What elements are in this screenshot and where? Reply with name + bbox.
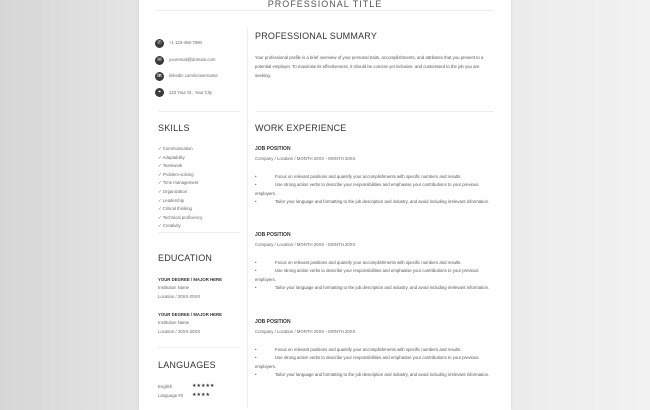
bullet-icon: • [255, 268, 257, 273]
divider [255, 111, 494, 112]
education-heading: EDUCATION [158, 253, 213, 263]
bullet-text: Tailor your language and formatting to the job description and industry, and avoid including irrelevant information. [275, 372, 490, 377]
job-bullet [255, 267, 495, 284]
skills-heading: SKILLS [158, 123, 190, 133]
bullet-icon: • [255, 347, 257, 352]
linkedin-icon: in [155, 72, 164, 81]
phone-icon: ✆ [155, 39, 164, 48]
job-meta: Company / Location / MONTH 20XX - MONTH 20XX [255, 242, 356, 247]
bullet-icon: • [255, 372, 257, 377]
summary-heading: PROFESSIONAL SUMMARY [255, 31, 378, 41]
institution: Institution Name [158, 285, 190, 290]
contact-address: 123 Your St., Your City [169, 90, 212, 95]
contact-email: youremail@domain.com [169, 57, 216, 62]
skill-item: ✓ Technical proficiency [158, 214, 203, 220]
edu-location: Location / 20XX-20XX [158, 329, 201, 334]
column-divider [247, 28, 248, 408]
contact-phone: +1 123-456-7890 [169, 40, 202, 45]
bullet-text: Focus on relevant positions and quantify your accomplishments with specific numbers and results. [275, 260, 462, 265]
divider [158, 111, 240, 112]
job-title: JOB POSITION [255, 319, 291, 325]
skill-item: ✓ Critical thinking [158, 206, 192, 212]
job-title: JOB POSITION [255, 232, 291, 238]
job-bullet [255, 284, 495, 293]
edu-location: Location / 20XX-20XX [158, 294, 201, 299]
skill-item: ✓ Organization [158, 189, 188, 194]
divider [156, 10, 494, 11]
divider [158, 347, 240, 348]
skill-item: ✓ Time management [158, 180, 199, 186]
languages-heading: LANGUAGES [158, 360, 216, 370]
bullet-icon: • [255, 285, 257, 290]
job-bullet [255, 371, 495, 380]
job-meta: Company / Location / MONTH 20XX - MONTH 20XX [255, 156, 356, 161]
skill-item: ✓ Creativity [158, 223, 181, 229]
job-title: JOB POSITION [255, 146, 291, 152]
bullet-text: Tailor your language and formatting to the job description and industry, and avoid including irrelevant information. [275, 199, 490, 204]
job-bullet [255, 181, 495, 198]
location-icon: ⌖ [155, 88, 164, 97]
bullet-text: Focus on relevant positions and quantify your accomplishments with specific numbers and results. [275, 174, 462, 179]
skill-item: ✓ Teamwork [158, 163, 183, 169]
language-name: Language #2 [158, 393, 184, 398]
bullet-icon: • [255, 199, 257, 204]
skill-item: ✓ Adaptability [158, 154, 185, 160]
degree: YOUR DEGREE / MAJOR HERE [158, 277, 222, 282]
job-meta: Company / Location / MONTH 20XX - MONTH 20XX [255, 329, 356, 334]
bullet-icon: • [255, 355, 257, 360]
job-bullet [255, 354, 495, 371]
skill-item: ✓ Communication [158, 146, 193, 151]
bullet-text: Tailor your language and formatting to the job description and industry, and avoid including irrelevant information. [275, 285, 490, 290]
job-bullet [255, 198, 495, 207]
contact-linkedin: linkedin.com/in/username [169, 73, 218, 78]
skill-item: ✓ Leadership [158, 197, 185, 203]
bullet-icon: • [255, 174, 257, 179]
language-rating: ★★★★ [192, 392, 210, 398]
institution: Institution Name [158, 320, 190, 325]
bullet-text: Focus on relevant positions and quantify your accomplishments with specific numbers and results. [275, 347, 462, 352]
degree: YOUR DEGREE / MAJOR HERE [158, 312, 222, 317]
bullet-text: Use strong action verbs to describe your responsibilities and emphasise your contributions to your previous employers. [255, 268, 479, 282]
language-rating: ★★★★★ [192, 383, 215, 389]
language-name: English [158, 384, 173, 389]
divider [158, 232, 240, 233]
work-heading: WORK EXPERIENCE [255, 123, 347, 133]
bullet-icon: • [255, 260, 257, 265]
bullet-text: Use strong action verbs to describe your responsibilities and emphasise your contributions to your previous employers. [255, 182, 479, 196]
skill-item: ✓ Problem-solving [158, 171, 194, 177]
summary-text: Your professional profile is a brief overview of your personal traits, accomplishments, and attributes that you present to a potential employer. To maximise its effectiveness, it should be concise yet inclusive, and customised to the job you are seeking. [255, 55, 484, 78]
professional-title: PROFESSIONAL TITLE [267, 0, 383, 9]
bullet-text: Use strong action verbs to describe your responsibilities and emphasise your contributions to your previous employers. [255, 355, 479, 369]
bullet-icon: • [255, 182, 257, 187]
email-icon: ✉ [155, 56, 164, 65]
